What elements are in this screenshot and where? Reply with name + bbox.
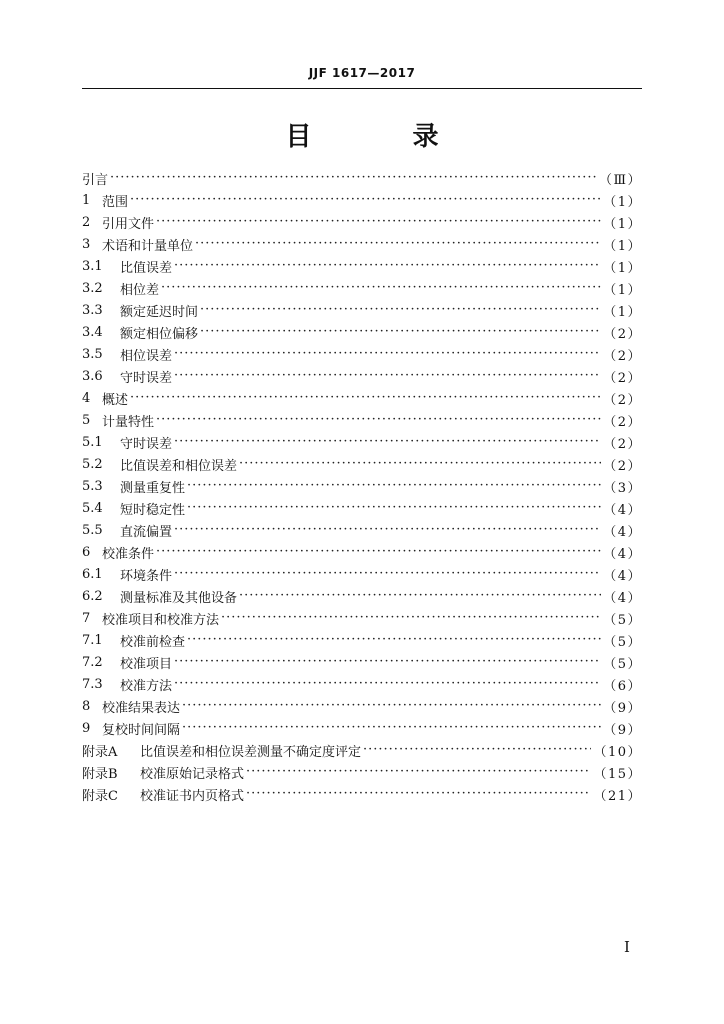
toc-label: 复校时间间隔	[102, 722, 181, 738]
toc-row[interactable]	[82, 585, 642, 607]
toc-row-appendix-b[interactable]	[82, 761, 642, 783]
toc-leader	[156, 541, 601, 563]
toc-label: 环境条件	[120, 568, 173, 584]
toc-row[interactable]	[82, 343, 642, 365]
toc-row[interactable]	[82, 299, 642, 321]
toc-label: 额定延迟时间	[120, 304, 199, 320]
document-code-header: JJF 1617—2017	[308, 66, 416, 80]
toc-row[interactable]	[82, 431, 642, 453]
toc-number: 3.5	[82, 346, 103, 362]
toc-page: （6）	[603, 678, 642, 694]
toc-number: 3	[82, 236, 91, 252]
toc-row[interactable]	[82, 497, 642, 519]
toc-leader	[221, 607, 601, 629]
toc-number: 5.4	[82, 500, 103, 516]
toc-number: 7.2	[82, 654, 103, 670]
toc-page: （1）	[603, 304, 642, 320]
toc-label: 短时稳定性	[120, 502, 186, 518]
toc-label: 校准前检查	[120, 634, 186, 650]
toc-label: 测量标准及其他设备	[120, 590, 238, 606]
toc-page: （1）	[603, 282, 642, 298]
toc-leader	[187, 497, 601, 519]
toc-leader	[174, 673, 601, 695]
toc-row[interactable]	[82, 277, 642, 299]
toc-label: 引用文件	[102, 216, 155, 232]
toc-row[interactable]	[82, 189, 642, 211]
toc-page: （2）	[603, 370, 642, 386]
toc-leader	[174, 255, 601, 277]
toc-number: 3.6	[82, 368, 103, 384]
toc-label: 测量重复性	[120, 480, 186, 496]
toc-page: （1）	[603, 194, 642, 210]
toc-row[interactable]	[82, 409, 642, 431]
toc-page: （4）	[603, 546, 642, 562]
toc-page: （3）	[603, 480, 642, 496]
toc-leader	[239, 453, 601, 475]
toc-leader	[246, 783, 591, 805]
toc-number: 8	[82, 698, 91, 714]
toc-label: 相位误差	[120, 348, 173, 364]
toc-leader	[130, 189, 601, 211]
toc-number: 7	[82, 610, 91, 626]
toc-number: 3.3	[82, 302, 103, 318]
toc-leader	[174, 431, 601, 453]
toc-row[interactable]	[82, 695, 642, 717]
toc-leader	[174, 651, 601, 673]
toc-leader	[161, 277, 601, 299]
toc-number: 5	[82, 412, 91, 428]
toc-leader	[156, 211, 601, 233]
toc-label: 额定相位偏移	[120, 326, 199, 342]
toc-page: （2）	[603, 436, 642, 452]
toc-leader	[182, 695, 601, 717]
toc-page: （2）	[603, 326, 642, 342]
toc-label: 比值误差和相位误差测量不确定度评定	[140, 744, 362, 760]
toc-leader	[246, 761, 591, 783]
toc-leader	[363, 739, 591, 761]
toc-label: 校准条件	[102, 546, 155, 562]
toc-leader	[182, 717, 601, 739]
toc-label: 计量特性	[102, 414, 155, 430]
toc-number: 附录C	[82, 788, 118, 804]
toc-page: （5）	[603, 612, 642, 628]
toc-number: 5.2	[82, 456, 103, 472]
toc-number: 7.1	[82, 632, 103, 648]
header-rule	[82, 88, 642, 89]
toc-row[interactable]	[82, 233, 642, 255]
toc-number: 4	[82, 390, 91, 406]
toc-page: （2）	[603, 348, 642, 364]
toc-label: 比值误差	[120, 260, 173, 276]
toc-row[interactable]	[82, 365, 642, 387]
toc-row-appendix-a[interactable]	[82, 739, 642, 761]
toc-page: （5）	[603, 656, 642, 672]
toc-page: （2）	[603, 458, 642, 474]
page-number: I	[624, 938, 630, 956]
toc-page: （15）	[593, 766, 642, 782]
toc-leader	[130, 387, 601, 409]
toc-row[interactable]	[82, 321, 642, 343]
toc-row[interactable]	[82, 387, 642, 409]
table-of-contents	[82, 167, 642, 805]
toc-number: 附录A	[82, 744, 118, 760]
toc-leader	[195, 233, 601, 255]
toc-row[interactable]	[82, 651, 642, 673]
toc-leader	[174, 365, 601, 387]
toc-label: 相位差	[120, 282, 160, 298]
toc-row[interactable]	[82, 629, 642, 651]
toc-leader	[174, 519, 601, 541]
toc-page: （9）	[603, 700, 642, 716]
toc-page: （5）	[603, 634, 642, 650]
toc-number: 6.1	[82, 566, 103, 582]
toc-page: （1）	[603, 238, 642, 254]
toc-number: 2	[82, 214, 91, 230]
toc-label: 校准项目和校准方法	[102, 612, 220, 628]
toc-page: （4）	[603, 502, 642, 518]
toc-page: （2）	[603, 392, 642, 408]
toc-label: 校准证书内页格式	[140, 788, 245, 804]
toc-label: 校准结果表达	[102, 700, 181, 716]
toc-leader	[200, 299, 601, 321]
toc-leader	[187, 629, 601, 651]
toc-page: （1）	[603, 216, 642, 232]
toc-row[interactable]	[82, 475, 642, 497]
toc-leader	[110, 167, 597, 189]
toc-page: （9）	[603, 722, 642, 738]
toc-label: 守时误差	[120, 436, 173, 452]
toc-label: 校准原始记录格式	[140, 766, 245, 782]
toc-number: 9	[82, 720, 91, 736]
page-title: 目 录	[285, 122, 485, 152]
toc-leader	[187, 475, 601, 497]
toc-page: （4）	[603, 524, 642, 540]
toc-page: （10）	[593, 744, 642, 760]
toc-page: （21）	[593, 788, 642, 804]
toc-page: （Ⅲ）	[598, 172, 642, 188]
toc-page: （1）	[603, 260, 642, 276]
toc-number: 5.5	[82, 522, 103, 538]
toc-label: 校准方法	[120, 678, 173, 694]
toc-row[interactable]	[82, 519, 642, 541]
toc-row[interactable]	[82, 607, 642, 629]
toc-leader	[239, 585, 601, 607]
toc-label: 范围	[102, 194, 129, 210]
toc-number: 5.1	[82, 434, 103, 450]
toc-leader	[200, 321, 601, 343]
toc-page: （4）	[603, 590, 642, 606]
toc-label: 术语和计量单位	[102, 238, 194, 254]
toc-label: 守时误差	[120, 370, 173, 386]
toc-number: 1	[82, 192, 91, 208]
toc-row[interactable]	[82, 541, 642, 563]
toc-number: 7.3	[82, 676, 103, 692]
toc-row-intro[interactable]	[82, 167, 642, 189]
toc-row[interactable]	[82, 453, 642, 475]
toc-number: 5.3	[82, 478, 103, 494]
toc-leader	[174, 563, 601, 585]
toc-label: 概述	[102, 392, 129, 408]
toc-row[interactable]	[82, 211, 642, 233]
toc-number: 3.1	[82, 258, 103, 274]
toc-label: 引言	[82, 172, 109, 188]
toc-label: 比值误差和相位误差	[120, 458, 238, 474]
toc-row[interactable]	[82, 717, 642, 739]
toc-page: （4）	[603, 568, 642, 584]
toc-label: 校准项目	[120, 656, 173, 672]
toc-number: 附录B	[82, 766, 118, 782]
toc-row[interactable]	[82, 255, 642, 277]
toc-row[interactable]	[82, 673, 642, 695]
toc-leader	[156, 409, 601, 431]
toc-number: 6	[82, 544, 91, 560]
toc-number: 3.4	[82, 324, 103, 340]
toc-number: 3.2	[82, 280, 103, 296]
toc-label: 直流偏置	[120, 524, 173, 540]
toc-row[interactable]	[82, 563, 642, 585]
toc-number: 6.2	[82, 588, 103, 604]
toc-leader	[174, 343, 601, 365]
toc-page: （2）	[603, 414, 642, 430]
toc-row-appendix-c[interactable]	[82, 783, 642, 805]
